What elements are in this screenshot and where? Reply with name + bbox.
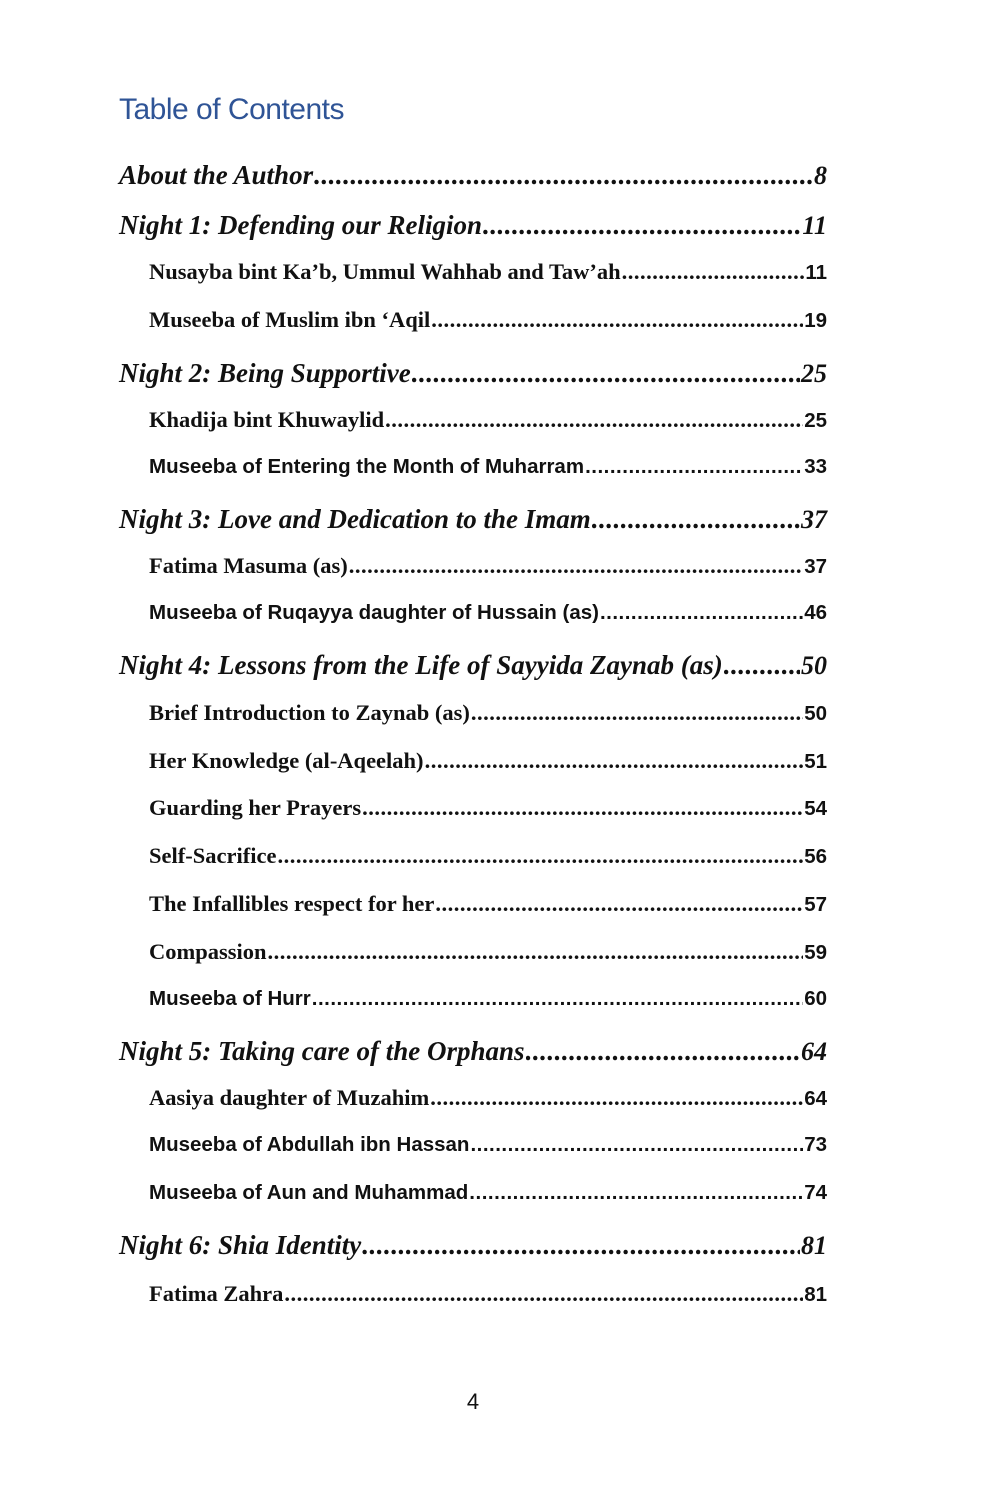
toc-section-entry bbox=[149, 891, 827, 921]
toc-section-entry bbox=[149, 455, 827, 485]
toc-section-entry bbox=[149, 1281, 827, 1311]
toc-chapter-entry bbox=[119, 358, 827, 392]
toc-heading: Table of Contents bbox=[119, 93, 344, 126]
toc-section-entry bbox=[149, 987, 827, 1017]
toc-section-entry bbox=[149, 795, 827, 825]
toc-dot-leader bbox=[470, 1133, 803, 1157]
toc-entry-label: Museeba of Ruqayya daughter of Hussain (as) bbox=[149, 601, 599, 624]
toc-entry-label: Museeba of Hurr bbox=[149, 987, 311, 1010]
toc-dot-leader bbox=[349, 553, 803, 579]
toc-entry-label: The Infallibles respect for her bbox=[149, 891, 435, 916]
toc-chapter-entry bbox=[119, 650, 827, 684]
toc-section-entry bbox=[149, 1181, 827, 1211]
toc-entry-page-number: 46 bbox=[804, 601, 827, 624]
toc-entry-label: Museeba of Abdullah ibn Hassan bbox=[149, 1133, 470, 1156]
toc-chapter-entry bbox=[119, 1036, 827, 1070]
toc-dot-leader bbox=[483, 210, 801, 241]
toc-section-entry bbox=[149, 553, 827, 583]
toc-entry-page-number: 51 bbox=[804, 750, 827, 773]
toc-entry-page-number: 37 bbox=[804, 555, 827, 578]
toc-dot-leader bbox=[526, 1036, 800, 1067]
toc-section-entry bbox=[149, 1133, 827, 1163]
toc-entry-label: Aasiya daughter of Muzahim bbox=[149, 1085, 430, 1110]
toc-entry-label: Self-Sacrifice bbox=[149, 843, 277, 868]
toc-entry-label: Night 5: Taking care of the Orphans bbox=[119, 1036, 525, 1066]
toc-entry-label: Compassion bbox=[149, 939, 267, 964]
toc-entry-page-number: 64 bbox=[801, 1037, 827, 1066]
toc-entry-page-number: 57 bbox=[804, 893, 827, 916]
toc-entry-page-number: 54 bbox=[804, 797, 827, 820]
toc-entry-label: Museeba of Aun and Muhammad bbox=[149, 1181, 469, 1204]
toc-dot-leader bbox=[425, 748, 804, 774]
toc-entry-page-number: 73 bbox=[804, 1133, 827, 1156]
toc-dot-leader bbox=[431, 307, 803, 333]
toc-section-entry bbox=[149, 939, 827, 969]
toc-entry-label: Nusayba bint Ka’b, Ummul Wahhab and Taw’ah bbox=[149, 259, 621, 284]
toc-dot-leader bbox=[312, 987, 803, 1011]
toc-section-entry bbox=[149, 843, 827, 873]
toc-dot-leader bbox=[412, 358, 800, 389]
toc-dot-leader bbox=[471, 700, 803, 726]
toc-chapter-entry bbox=[119, 160, 827, 194]
toc-dot-leader bbox=[435, 891, 803, 917]
toc-entry-page-number: 11 bbox=[805, 261, 827, 284]
toc-chapter-entry bbox=[119, 210, 827, 244]
toc-dot-leader bbox=[592, 504, 800, 535]
toc-entry-page-number: 74 bbox=[804, 1181, 827, 1204]
toc-entry-page-number: 50 bbox=[804, 702, 827, 725]
toc-dot-leader bbox=[362, 795, 803, 821]
toc-entry-label: Brief Introduction to Zaynab (as) bbox=[149, 700, 470, 725]
toc-entry-page-number: 19 bbox=[804, 309, 827, 332]
toc-entry-page-number: 64 bbox=[804, 1087, 827, 1110]
toc-entry-page-number: 81 bbox=[804, 1283, 827, 1306]
toc-section-entry bbox=[149, 700, 827, 730]
toc-dot-leader bbox=[430, 1085, 803, 1111]
toc-dot-leader bbox=[277, 843, 803, 869]
toc-dot-leader bbox=[314, 160, 813, 191]
toc-entry-label: Her Knowledge (al-Aqeelah) bbox=[149, 748, 424, 773]
toc-section-entry bbox=[149, 307, 827, 337]
toc-entry-page-number: 81 bbox=[801, 1231, 827, 1260]
toc-entry-label: Khadija bint Khuwaylid bbox=[149, 407, 385, 432]
toc-entry-label: Night 2: Being Supportive bbox=[119, 358, 411, 388]
toc-dot-leader bbox=[585, 455, 803, 479]
toc-dot-leader bbox=[362, 1230, 800, 1261]
toc-entry-page-number: 11 bbox=[802, 211, 827, 240]
toc-entry-label: Night 3: Love and Dedication to the Imam bbox=[119, 504, 591, 534]
toc-section-entry bbox=[149, 601, 827, 631]
page-number: 4 bbox=[466, 1389, 480, 1414]
toc-entry-label: Night 4: Lessons from the Life of Sayyida Zaynab (as) bbox=[119, 650, 723, 680]
toc-entry-page-number: 37 bbox=[801, 505, 827, 534]
toc-section-entry bbox=[149, 748, 827, 778]
toc-entry-page-number: 25 bbox=[801, 359, 827, 388]
toc-dot-leader bbox=[268, 939, 804, 965]
toc-entry-label: Museeba of Entering the Month of Muharram bbox=[149, 455, 585, 478]
toc-entry-label: About the Author bbox=[119, 160, 314, 190]
toc-section-entry bbox=[149, 259, 827, 289]
toc-dot-leader bbox=[600, 601, 803, 625]
toc-chapter-entry bbox=[119, 1230, 827, 1264]
toc-section-entry bbox=[149, 407, 827, 437]
page-footer bbox=[0, 1389, 1000, 1415]
toc-entry-label: Night 6: Shia Identity bbox=[119, 1230, 362, 1260]
toc-entry-label: Night 1: Defending our Religion bbox=[119, 210, 483, 240]
toc-entry-label: Fatima Zahra bbox=[149, 1281, 284, 1306]
toc-entry-page-number: 33 bbox=[804, 455, 827, 478]
toc-entry-label: Museeba of Muslim ibn ‘Aqil bbox=[149, 307, 431, 332]
toc-dot-leader bbox=[724, 650, 800, 681]
toc-entry-label: Guarding her Prayers bbox=[149, 795, 362, 820]
toc-entry-page-number: 50 bbox=[801, 651, 827, 680]
toc-dot-leader bbox=[469, 1181, 803, 1205]
toc-entry-label: Fatima Masuma (as) bbox=[149, 553, 348, 578]
toc-entry-page-number: 59 bbox=[804, 941, 827, 964]
toc-entry-page-number: 25 bbox=[804, 409, 827, 432]
toc-entry-page-number: 56 bbox=[804, 845, 827, 868]
toc-chapter-entry bbox=[119, 504, 827, 538]
toc-entry-page-number: 60 bbox=[804, 987, 827, 1010]
toc-dot-leader bbox=[385, 407, 803, 433]
toc-section-entry bbox=[149, 1085, 827, 1115]
toc-entry-page-number: 8 bbox=[814, 161, 827, 190]
toc-dot-leader bbox=[284, 1281, 803, 1307]
toc-dot-leader bbox=[622, 259, 805, 285]
